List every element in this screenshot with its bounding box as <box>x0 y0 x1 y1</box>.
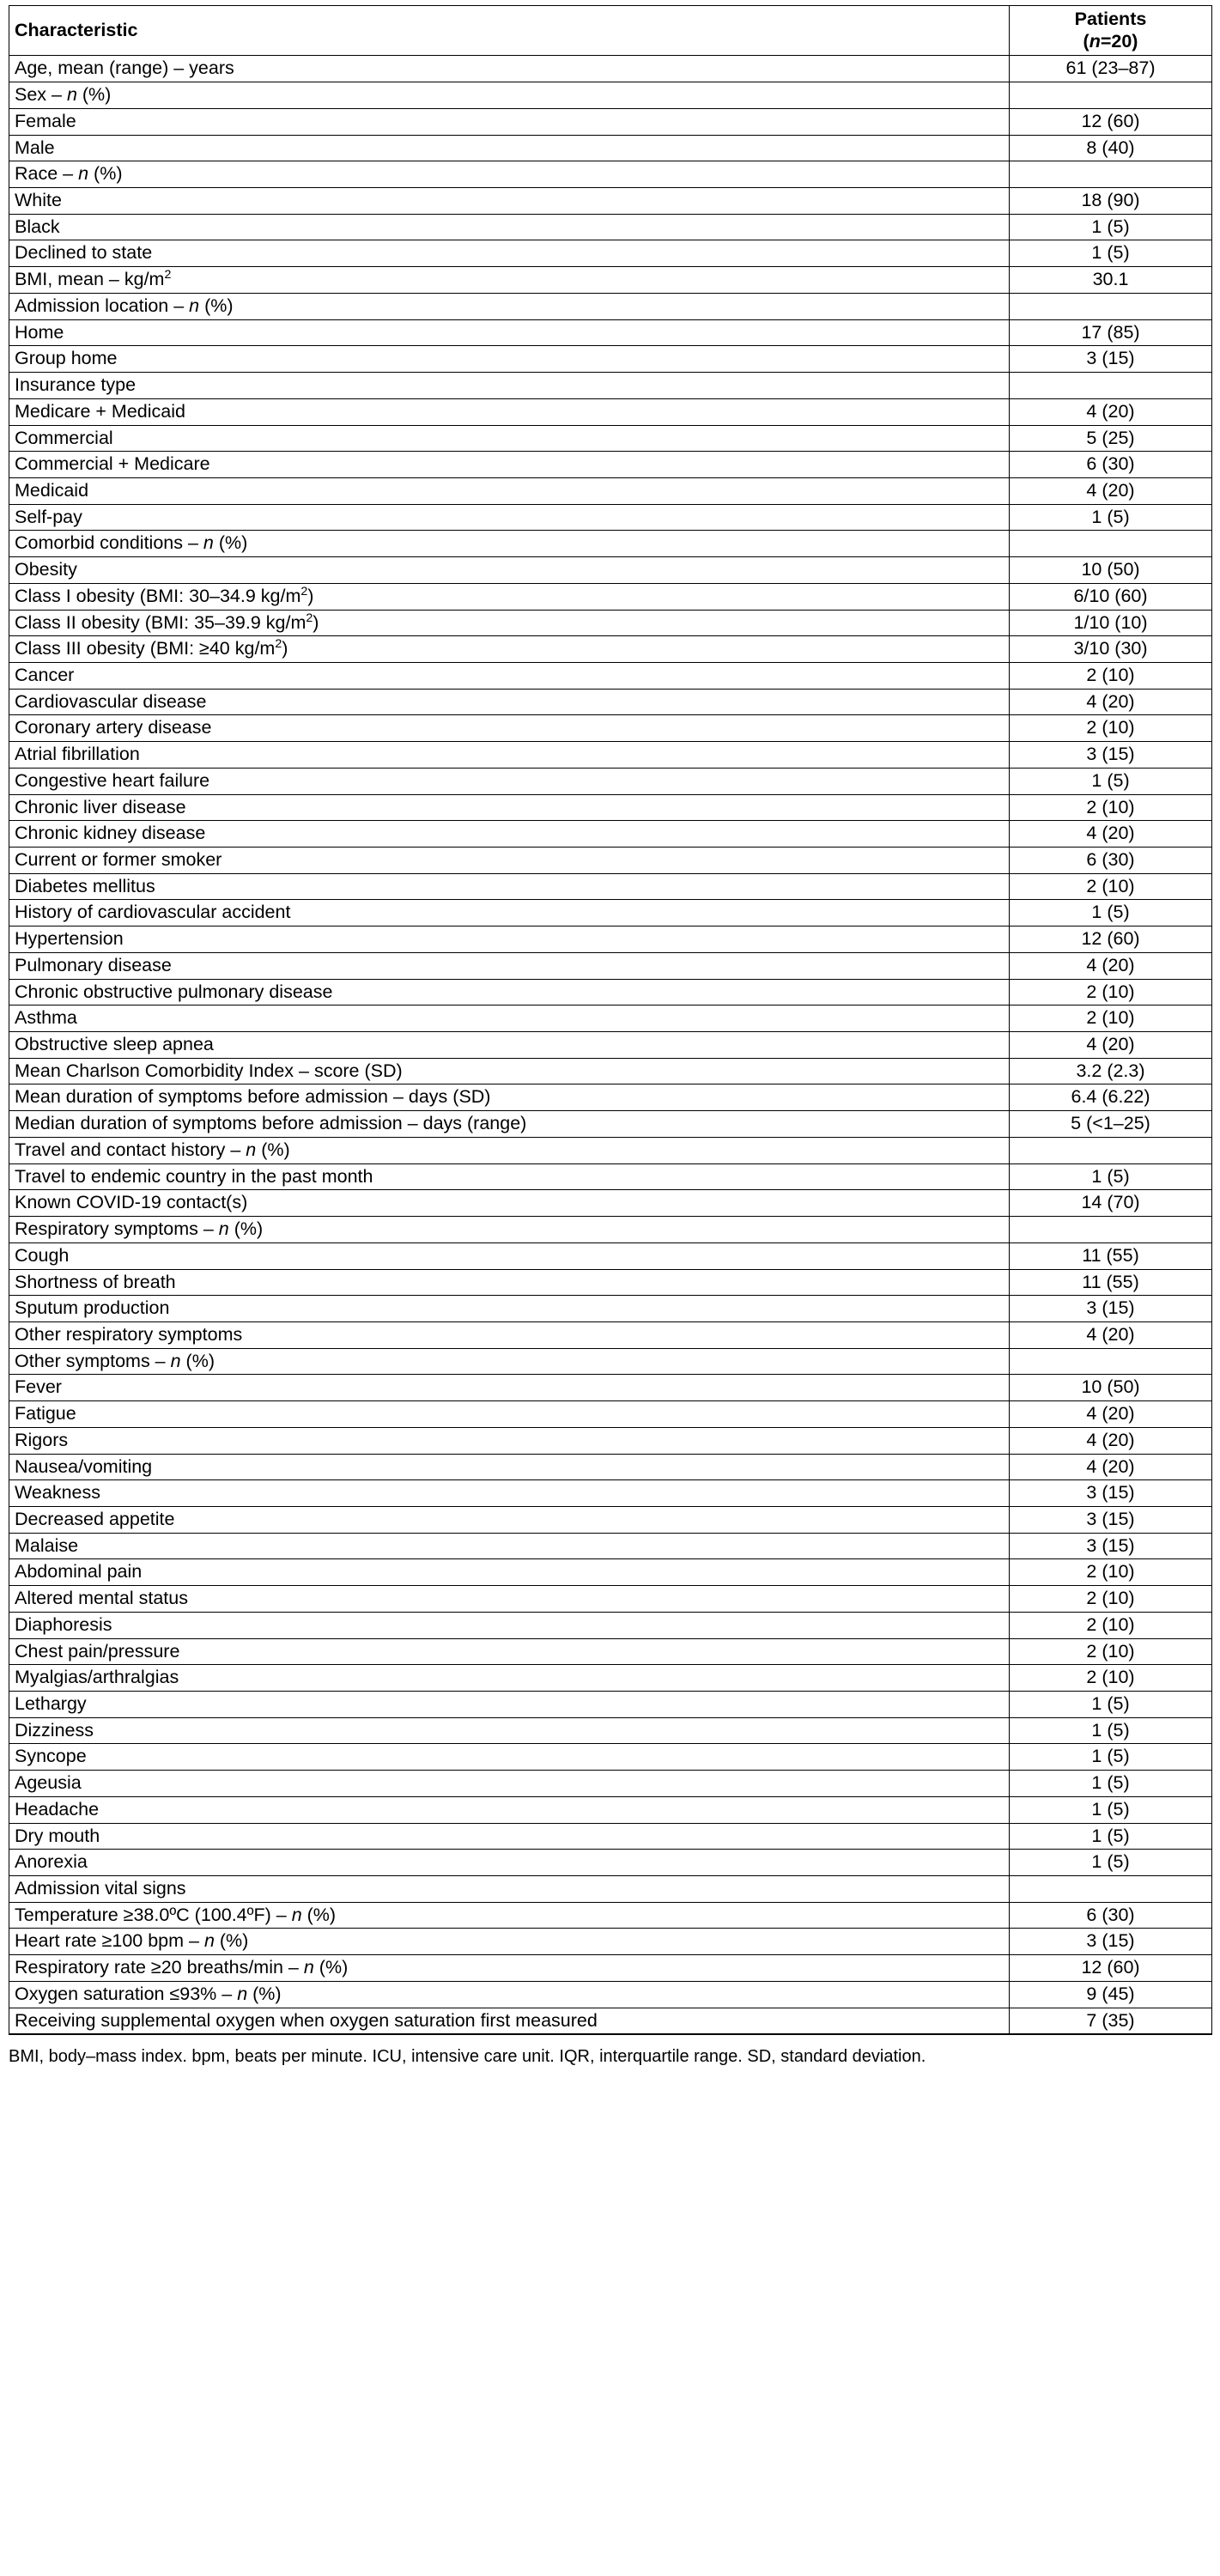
row-label-suffix: (%) <box>313 1957 349 1978</box>
row-value: 5 (25) <box>1010 425 1212 452</box>
row-label: Asthma <box>9 1005 1010 1032</box>
row-label: Dry mouth <box>9 1823 1010 1850</box>
row-label-suffix: ) <box>313 611 319 633</box>
row-value: 6 (30) <box>1010 1902 1212 1929</box>
column-header-characteristic: Characteristic <box>9 6 1010 56</box>
row-value: 4 (20) <box>1010 952 1212 979</box>
row-label: Group home <box>9 346 1010 373</box>
row-label: Fever <box>9 1375 1010 1401</box>
row-value: 2 (10) <box>1010 1559 1212 1586</box>
row-value: 3 (15) <box>1010 1480 1212 1507</box>
row-value: 6 (30) <box>1010 848 1212 874</box>
table-row <box>9 1876 1212 1903</box>
row-label-text: Race – <box>15 163 79 185</box>
table-row <box>9 1902 1212 1929</box>
table-row <box>9 267 1212 294</box>
table-row <box>9 531 1212 557</box>
row-label: Hypertension <box>9 927 1010 953</box>
row-value: 10 (50) <box>1010 1375 1212 1401</box>
row-label: Fatigue <box>9 1401 1010 1428</box>
row-label: Male <box>9 135 1010 161</box>
row-label: Chronic liver disease <box>9 794 1010 821</box>
table-row <box>9 1269 1212 1296</box>
row-label-text: Heart rate ≥100 bpm – <box>15 1930 204 1952</box>
row-label-italic: n <box>218 1218 229 1240</box>
table-row <box>9 1955 1212 1982</box>
row-value: 11 (55) <box>1010 1269 1212 1296</box>
row-value <box>1010 1876 1212 1903</box>
row-label: Declined to state <box>9 240 1010 267</box>
row-label-suffix: (%) <box>256 1139 290 1160</box>
row-value: 10 (50) <box>1010 557 1212 584</box>
table-row <box>9 979 1212 1005</box>
table-row <box>9 952 1212 979</box>
table-row <box>9 1242 1212 1269</box>
table-row <box>9 848 1212 874</box>
row-value: 2 (10) <box>1010 715 1212 742</box>
row-label-superscript: 2 <box>306 611 313 625</box>
row-label: Diaphoresis <box>9 1612 1010 1638</box>
row-label: Pulmonary disease <box>9 952 1010 979</box>
table-row <box>9 1638 1212 1665</box>
table-row <box>9 346 1212 373</box>
table-row <box>9 1717 1212 1744</box>
row-value <box>1010 1137 1212 1163</box>
row-value: 1/10 (10) <box>1010 610 1212 636</box>
table-row <box>9 900 1212 927</box>
table-row <box>9 1586 1212 1613</box>
table-row <box>9 1771 1212 1797</box>
row-value: 2 (10) <box>1010 1005 1212 1032</box>
row-value: 4 (20) <box>1010 689 1212 715</box>
row-value: 4 (20) <box>1010 477 1212 504</box>
table-row <box>9 1163 1212 1190</box>
table-row <box>9 794 1212 821</box>
table-row <box>9 240 1212 267</box>
row-value: 12 (60) <box>1010 1955 1212 1982</box>
row-label: Median duration of symptoms before admission – days (range) <box>9 1111 1010 1138</box>
row-label-italic: n <box>246 1139 257 1160</box>
table-row <box>9 2008 1212 2034</box>
row-label: Commercial <box>9 425 1010 452</box>
row-label-suffix: (%) <box>213 532 248 554</box>
row-label: Medicaid <box>9 477 1010 504</box>
table-row <box>9 398 1212 425</box>
table-row <box>9 1823 1212 1850</box>
table-row <box>9 477 1212 504</box>
table-row <box>9 662 1212 689</box>
table-row <box>9 82 1212 109</box>
row-label: Female <box>9 108 1010 135</box>
table-row <box>9 1929 1212 1955</box>
table-header <box>9 6 1212 56</box>
row-label <box>9 1902 1010 1929</box>
row-value: 14 (70) <box>1010 1190 1212 1217</box>
row-value: 8 (40) <box>1010 135 1212 161</box>
row-label: Receiving supplemental oxygen when oxygen saturation first measured <box>9 2008 1010 2034</box>
row-value: 3 (15) <box>1010 346 1212 373</box>
row-value <box>1010 1348 1212 1375</box>
row-value: 1 (5) <box>1010 1796 1212 1823</box>
table-row <box>9 1533 1212 1559</box>
table-row <box>9 161 1212 188</box>
column-header-patients <box>1010 6 1212 56</box>
row-label: Travel to endemic country in the past month <box>9 1163 1010 1190</box>
row-label-text: Class II obesity (BMI: 35–39.9 kg/m <box>15 611 307 633</box>
row-label: Known COVID-19 contact(s) <box>9 1190 1010 1217</box>
row-label-suffix: ) <box>282 638 288 659</box>
row-label: Chest pain/pressure <box>9 1638 1010 1665</box>
row-value: 6 (30) <box>1010 452 1212 478</box>
table-row <box>9 1612 1212 1638</box>
table-row <box>9 1559 1212 1586</box>
row-label: White <box>9 188 1010 215</box>
row-label: Other respiratory symptoms <box>9 1321 1010 1348</box>
row-value <box>1010 82 1212 109</box>
table-row <box>9 188 1212 215</box>
row-label-italic: n <box>78 163 89 185</box>
table-row <box>9 504 1212 531</box>
table-row <box>9 1981 1212 2008</box>
row-label: Atrial fibrillation <box>9 742 1010 769</box>
row-label: Mean Charlson Comorbidity Index – score (SD) <box>9 1058 1010 1084</box>
row-label: Altered mental status <box>9 1586 1010 1613</box>
row-label: Age, mean (range) – years <box>9 56 1010 82</box>
row-label-italic: n <box>303 1957 314 1978</box>
row-label-suffix: (%) <box>76 84 112 106</box>
row-label-text: Class III obesity (BMI: ≥40 kg/m <box>15 638 276 659</box>
row-label: Cardiovascular disease <box>9 689 1010 715</box>
table-row <box>9 1375 1212 1401</box>
row-label-suffix: (%) <box>88 163 123 185</box>
row-label: Current or former smoker <box>9 848 1010 874</box>
row-value: 3 (15) <box>1010 1929 1212 1955</box>
table-row <box>9 768 1212 794</box>
table-row <box>9 1296 1212 1322</box>
row-value: 12 (60) <box>1010 108 1212 135</box>
table-row <box>9 821 1212 848</box>
row-value: 2 (10) <box>1010 1638 1212 1665</box>
row-value: 1 (5) <box>1010 1850 1212 1876</box>
table-row <box>9 452 1212 478</box>
row-label: Shortness of breath <box>9 1269 1010 1296</box>
row-label <box>9 293 1010 319</box>
row-label: Insurance type <box>9 373 1010 399</box>
row-label-text: Respiratory rate ≥20 breaths/min – <box>15 1957 304 1978</box>
table-row <box>9 1084 1212 1111</box>
row-value: 12 (60) <box>1010 927 1212 953</box>
row-label: Obesity <box>9 557 1010 584</box>
row-value: 4 (20) <box>1010 1401 1212 1428</box>
row-label <box>9 583 1010 610</box>
row-value: 3 (15) <box>1010 1506 1212 1533</box>
row-value <box>1010 1217 1212 1243</box>
table-row <box>9 1744 1212 1771</box>
column-header-patients-line1: Patients <box>1074 9 1147 29</box>
row-label-italic: n <box>291 1904 302 1925</box>
row-label-superscript: 2 <box>275 637 282 652</box>
table-row <box>9 373 1212 399</box>
row-label-suffix: (%) <box>228 1218 264 1240</box>
table-row <box>9 689 1212 715</box>
row-label-text: Other symptoms – <box>15 1350 171 1371</box>
row-label: Home <box>9 319 1010 346</box>
row-label: Lethargy <box>9 1692 1010 1718</box>
row-label: Diabetes mellitus <box>9 873 1010 900</box>
row-value: 1 (5) <box>1010 1717 1212 1744</box>
row-label-suffix: ) <box>307 585 314 606</box>
row-value: 3 (15) <box>1010 1296 1212 1322</box>
table-row <box>9 1850 1212 1876</box>
row-label-suffix: (%) <box>301 1904 337 1925</box>
column-header-n-prefix: ( <box>1083 31 1090 52</box>
table-row <box>9 135 1212 161</box>
row-label: Chronic obstructive pulmonary disease <box>9 979 1010 1005</box>
table-row <box>9 1401 1212 1428</box>
table-row <box>9 1111 1212 1138</box>
table-row <box>9 1058 1212 1084</box>
table-row <box>9 1665 1212 1692</box>
table-row <box>9 1137 1212 1163</box>
table-row <box>9 583 1212 610</box>
row-label-italic: n <box>66 84 77 106</box>
row-value <box>1010 531 1212 557</box>
table-row <box>9 293 1212 319</box>
row-label: Dizziness <box>9 1717 1010 1744</box>
row-label-text: Temperature ≥38.0ºC (100.4ºF) – <box>15 1904 292 1925</box>
row-label <box>9 1929 1010 1955</box>
row-value: 2 (10) <box>1010 662 1212 689</box>
row-label <box>9 610 1010 636</box>
row-label-text: Admission location – <box>15 295 190 316</box>
table-row <box>9 1796 1212 1823</box>
row-label: Commercial + Medicare <box>9 452 1010 478</box>
row-value: 7 (35) <box>1010 2008 1212 2034</box>
row-value <box>1010 161 1212 188</box>
row-label: Sputum production <box>9 1296 1010 1322</box>
row-value <box>1010 373 1212 399</box>
row-value: 3.2 (2.3) <box>1010 1058 1212 1084</box>
row-label: Headache <box>9 1796 1010 1823</box>
row-value: 3/10 (30) <box>1010 636 1212 663</box>
row-value: 2 (10) <box>1010 1586 1212 1613</box>
row-label: Coronary artery disease <box>9 715 1010 742</box>
row-label-text: Travel and contact history – <box>15 1139 246 1160</box>
row-label: Chronic kidney disease <box>9 821 1010 848</box>
row-label: Decreased appetite <box>9 1506 1010 1533</box>
header-row <box>9 6 1212 56</box>
table-row <box>9 1427 1212 1454</box>
row-label-suffix: (%) <box>199 295 234 316</box>
table-body <box>9 56 1212 2034</box>
table-row <box>9 1321 1212 1348</box>
row-label: Abdominal pain <box>9 1559 1010 1586</box>
row-label-suffix: (%) <box>247 1983 282 2004</box>
table-row <box>9 214 1212 240</box>
row-label: Myalgias/arthralgias <box>9 1665 1010 1692</box>
row-value: 1 (5) <box>1010 900 1212 927</box>
row-value: 2 (10) <box>1010 794 1212 821</box>
row-label-text: Class I obesity (BMI: 30–34.9 kg/m <box>15 585 301 606</box>
row-label: Self-pay <box>9 504 1010 531</box>
row-label-suffix: (%) <box>180 1350 215 1371</box>
table-row <box>9 557 1212 584</box>
row-label: History of cardiovascular accident <box>9 900 1010 927</box>
row-label-text: Comorbid conditions – <box>15 532 203 554</box>
row-value: 30.1 <box>1010 267 1212 294</box>
row-value: 2 (10) <box>1010 1612 1212 1638</box>
row-label <box>9 1955 1010 1982</box>
table-row <box>9 873 1212 900</box>
table-row <box>9 425 1212 452</box>
row-value: 1 (5) <box>1010 1823 1212 1850</box>
row-label-italic: n <box>170 1350 181 1371</box>
row-label-italic: n <box>203 532 214 554</box>
row-value: 1 (5) <box>1010 1163 1212 1190</box>
table-row <box>9 1217 1212 1243</box>
row-label: Syncope <box>9 1744 1010 1771</box>
row-label: Weakness <box>9 1480 1010 1507</box>
row-value: 9 (45) <box>1010 1981 1212 2008</box>
row-value <box>1010 293 1212 319</box>
row-value: 4 (20) <box>1010 1454 1212 1480</box>
row-label: Malaise <box>9 1533 1010 1559</box>
row-label: Admission vital signs <box>9 1876 1010 1903</box>
table-row <box>9 1348 1212 1375</box>
column-header-n-italic: n <box>1089 31 1101 52</box>
row-value: 2 (10) <box>1010 979 1212 1005</box>
row-label <box>9 1981 1010 2008</box>
row-value: 11 (55) <box>1010 1242 1212 1269</box>
patient-characteristics-table <box>9 5 1212 2035</box>
table-footnote: BMI, body–mass index. bpm, beats per minute. ICU, intensive care unit. IQR, interquartile range. SD, standard deviation. <box>9 2047 926 2067</box>
row-value: 6/10 (60) <box>1010 583 1212 610</box>
row-label: Congestive heart failure <box>9 768 1010 794</box>
row-value: 1 (5) <box>1010 1771 1212 1797</box>
row-value: 3 (15) <box>1010 742 1212 769</box>
row-value: 2 (10) <box>1010 873 1212 900</box>
row-value: 1 (5) <box>1010 768 1212 794</box>
row-label: Black <box>9 214 1010 240</box>
row-label: Mean duration of symptoms before admission – days (SD) <box>9 1084 1010 1111</box>
table-row <box>9 715 1212 742</box>
row-value: 18 (90) <box>1010 188 1212 215</box>
table-row <box>9 1005 1212 1032</box>
row-label <box>9 161 1010 188</box>
row-label <box>9 1217 1010 1243</box>
table-row <box>9 1190 1212 1217</box>
table-row <box>9 1454 1212 1480</box>
row-label: Medicare + Medicaid <box>9 398 1010 425</box>
table-row <box>9 610 1212 636</box>
row-label <box>9 636 1010 663</box>
table-row <box>9 636 1212 663</box>
row-label <box>9 531 1010 557</box>
row-label <box>9 1348 1010 1375</box>
row-value: 2 (10) <box>1010 1665 1212 1692</box>
table-row <box>9 56 1212 82</box>
row-label-italic: n <box>203 1930 215 1952</box>
row-value: 4 (20) <box>1010 398 1212 425</box>
row-label-text: Oxygen saturation ≤93% – <box>15 1983 238 2004</box>
row-value: 1 (5) <box>1010 1692 1212 1718</box>
row-label-text: BMI, mean – kg/m <box>15 269 165 290</box>
row-value: 4 (20) <box>1010 1321 1212 1348</box>
row-label: Obstructive sleep apnea <box>9 1032 1010 1059</box>
row-label: Nausea/vomiting <box>9 1454 1010 1480</box>
table-row <box>9 927 1212 953</box>
row-label <box>9 1137 1010 1163</box>
row-label-text: Respiratory symptoms – <box>15 1218 219 1240</box>
table-row <box>9 319 1212 346</box>
row-label-superscript: 2 <box>164 268 172 283</box>
row-label-italic: n <box>189 295 200 316</box>
row-value: 4 (20) <box>1010 1032 1212 1059</box>
row-value: 1 (5) <box>1010 214 1212 240</box>
row-value: 3 (15) <box>1010 1533 1212 1559</box>
column-header-n-suffix: =20) <box>1100 31 1138 52</box>
row-value: 1 (5) <box>1010 504 1212 531</box>
row-label <box>9 267 1010 294</box>
row-label: Anorexia <box>9 1850 1010 1876</box>
row-label-suffix: (%) <box>214 1930 249 1952</box>
row-label <box>9 82 1010 109</box>
table-row <box>9 1032 1212 1059</box>
row-value: 4 (20) <box>1010 1427 1212 1454</box>
row-value: 6.4 (6.22) <box>1010 1084 1212 1111</box>
row-value: 1 (5) <box>1010 240 1212 267</box>
row-label-italic: n <box>237 1983 248 2004</box>
row-value: 1 (5) <box>1010 1744 1212 1771</box>
row-label: Cancer <box>9 662 1010 689</box>
table-row <box>9 1692 1212 1718</box>
row-value: 4 (20) <box>1010 821 1212 848</box>
row-label: Rigors <box>9 1427 1010 1454</box>
table-row <box>9 108 1212 135</box>
table-row <box>9 1506 1212 1533</box>
table-row <box>9 1480 1212 1507</box>
row-value: 5 (<1–25) <box>1010 1111 1212 1138</box>
row-label-superscript: 2 <box>300 584 308 598</box>
row-label: Ageusia <box>9 1771 1010 1797</box>
table-row <box>9 742 1212 769</box>
row-value: 61 (23–87) <box>1010 56 1212 82</box>
row-label-text: Sex – <box>15 84 67 106</box>
row-value: 17 (85) <box>1010 319 1212 346</box>
row-label: Cough <box>9 1242 1010 1269</box>
